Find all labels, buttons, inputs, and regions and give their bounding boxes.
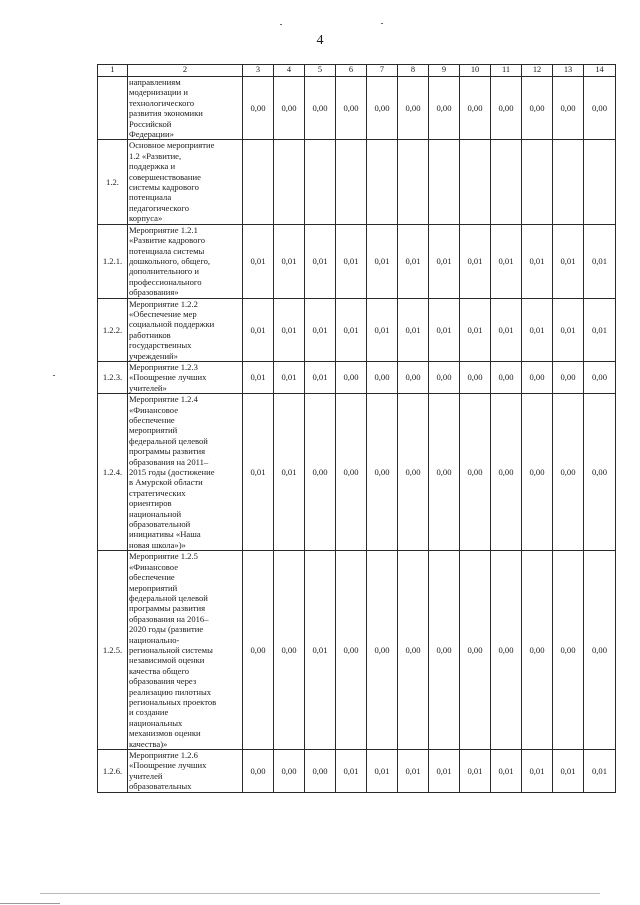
header-cell: 6 <box>336 65 367 77</box>
value-cell: 0,01 <box>460 750 491 793</box>
row-name-line: профессионального <box>129 276 202 287</box>
row-name-line: обеспечение <box>129 572 175 583</box>
value-cell: 0,00 <box>367 77 398 140</box>
value-cell: 0,01 <box>305 551 336 750</box>
header-cell: 12 <box>522 65 553 77</box>
row-name-line: Мероприятие 1.2.1 <box>129 224 198 235</box>
row-name-line: образования» <box>129 287 179 298</box>
value-cell: 0,00 <box>584 77 616 140</box>
value-cell: 0,01 <box>460 298 491 361</box>
value-cell: 0,00 <box>429 551 460 750</box>
row-name-line: социальной поддержки <box>129 319 215 330</box>
row-name-line: региональной системы <box>129 644 213 655</box>
budget-table <box>97 64 616 793</box>
value-cell: 0,00 <box>553 361 584 393</box>
row-name-cell <box>128 140 243 224</box>
row-number-cell <box>98 77 128 140</box>
table-row <box>98 77 616 140</box>
row-name-line: образования на 2011– <box>129 456 209 467</box>
value-cell: 0,00 <box>491 394 522 551</box>
row-name-line: Федерации» <box>129 129 174 140</box>
row-name-line: программы развития <box>129 446 206 457</box>
row-name-cell <box>128 361 243 393</box>
value-cell: 0,01 <box>336 750 367 793</box>
value-cell: 0,01 <box>584 298 616 361</box>
value-cell: 0,00 <box>491 551 522 750</box>
header-cell: 2 <box>128 65 243 77</box>
value-cell: 0,01 <box>584 224 616 298</box>
value-cell: 0,00 <box>274 77 305 140</box>
value-cell <box>367 140 398 224</box>
value-cell <box>305 140 336 224</box>
value-cell: 0,01 <box>553 224 584 298</box>
value-cell: 0,00 <box>522 361 553 393</box>
value-cell: 0,00 <box>243 750 274 793</box>
value-cell: 0,01 <box>243 298 274 361</box>
row-name-line: учителей <box>129 770 163 781</box>
value-cell: 0,01 <box>491 298 522 361</box>
row-name-line: «Развитие кадрового <box>129 235 205 246</box>
value-cell: 0,00 <box>460 551 491 750</box>
value-cell: 0,00 <box>429 394 460 551</box>
value-cell: 0,00 <box>398 77 429 140</box>
table-row <box>98 551 616 750</box>
value-cell: 0,00 <box>429 77 460 140</box>
row-name-line: программы развития <box>129 603 206 614</box>
row-name-line: качества общего <box>129 665 190 676</box>
value-cell <box>460 140 491 224</box>
value-cell: 0,01 <box>336 298 367 361</box>
row-name-line: «Поощрение лучших <box>129 760 207 771</box>
value-cell: 0,01 <box>398 298 429 361</box>
row-name-line: учителей» <box>129 382 167 393</box>
row-name-line: в Амурской области <box>129 477 203 488</box>
table-row <box>98 298 616 361</box>
row-name-line: региональных проектов <box>129 696 217 707</box>
row-name-line: «Поощрение лучших <box>129 372 207 383</box>
row-name-cell <box>128 394 243 551</box>
row-number-cell: 1.2.5. <box>98 551 128 750</box>
table-row <box>98 750 616 793</box>
value-cell: 0,00 <box>584 361 616 393</box>
row-name-cell <box>128 224 243 298</box>
value-cell: 0,01 <box>584 750 616 793</box>
value-cell: 0,00 <box>429 361 460 393</box>
value-cell <box>336 140 367 224</box>
scan-speck <box>53 375 55 376</box>
row-name-line: национальных <box>129 717 183 728</box>
row-name-line: Мероприятие 1.2.3 <box>129 361 198 372</box>
value-cell: 0,00 <box>274 551 305 750</box>
row-name-line: государственных <box>129 340 192 351</box>
row-name-line: «Финансовое <box>129 404 179 415</box>
value-cell: 0,00 <box>367 394 398 551</box>
row-number-cell: 1.2.4. <box>98 394 128 551</box>
value-cell: 0,00 <box>584 394 616 551</box>
value-cell: 0,00 <box>553 394 584 551</box>
value-cell <box>274 140 305 224</box>
value-cell: 0,01 <box>274 394 305 551</box>
row-name-line: федеральной целевой <box>129 435 208 446</box>
row-name-line: новая школа»)» <box>129 539 186 550</box>
row-number-cell: 1.2.2. <box>98 298 128 361</box>
value-cell: 0,01 <box>553 298 584 361</box>
row-name-line: корпуса» <box>129 213 163 224</box>
scan-edge-mark <box>0 903 60 904</box>
value-cell: 0,01 <box>429 750 460 793</box>
value-cell: 0,00 <box>243 77 274 140</box>
row-name-line: дополнительного и <box>129 266 199 277</box>
row-name-line: федеральной целевой <box>129 592 208 603</box>
value-cell: 0,00 <box>491 77 522 140</box>
value-cell: 0,01 <box>336 224 367 298</box>
value-cell: 0,00 <box>336 361 367 393</box>
row-name-line: и создание <box>129 707 169 718</box>
value-cell: 0,01 <box>274 298 305 361</box>
row-name-line: независимой оценки <box>129 655 205 666</box>
row-name-cell <box>128 551 243 750</box>
value-cell: 0,00 <box>243 551 274 750</box>
value-cell <box>243 140 274 224</box>
row-name-line: инициативы «Наша <box>129 529 201 540</box>
row-name-line: системы кадрового <box>129 182 199 193</box>
row-name-line: национальной <box>129 508 182 519</box>
page-number: 4 <box>316 33 324 48</box>
table-row <box>98 394 616 551</box>
row-name-line: Мероприятие 1.2.5 <box>129 551 198 562</box>
value-cell: 0,00 <box>336 77 367 140</box>
value-cell: 0,00 <box>553 77 584 140</box>
value-cell: 0,00 <box>398 394 429 551</box>
value-cell: 0,01 <box>429 224 460 298</box>
header-cell: 7 <box>367 65 398 77</box>
row-name-line: стратегических <box>129 487 186 498</box>
value-cell <box>398 140 429 224</box>
value-cell: 0,00 <box>460 394 491 551</box>
row-name-cell <box>128 77 243 140</box>
value-cell: 0,01 <box>429 298 460 361</box>
value-cell: 0,00 <box>553 551 584 750</box>
row-name-line: механизмов оценки <box>129 728 201 739</box>
row-name-line: направлениям <box>129 77 181 87</box>
header-cell: 5 <box>305 65 336 77</box>
value-cell: 0,00 <box>367 361 398 393</box>
value-cell: 0,01 <box>522 750 553 793</box>
header-cell: 10 <box>460 65 491 77</box>
value-cell: 0,00 <box>336 551 367 750</box>
row-name-line: развития экономики <box>129 108 203 119</box>
row-name-line: учреждений» <box>129 350 178 361</box>
value-cell <box>522 140 553 224</box>
table-row <box>98 361 616 393</box>
value-cell: 0,00 <box>305 750 336 793</box>
row-number-cell: 1.2.6. <box>98 750 128 793</box>
row-name-line: 2020 годы (развитие <box>129 624 204 635</box>
header-cell: 13 <box>553 65 584 77</box>
value-cell: 0,01 <box>274 224 305 298</box>
value-cell: 0,01 <box>367 224 398 298</box>
row-name-line: модернизации и <box>129 87 188 98</box>
row-name-line: совершенствование <box>129 171 201 182</box>
value-cell: 0,00 <box>460 77 491 140</box>
header-cell: 9 <box>429 65 460 77</box>
row-name-line: мероприятий <box>129 425 178 436</box>
value-cell: 0,00 <box>274 750 305 793</box>
value-cell: 0,01 <box>243 224 274 298</box>
value-cell: 0,00 <box>398 551 429 750</box>
row-name-line: потенциала <box>129 192 172 203</box>
value-cell <box>429 140 460 224</box>
value-cell: 0,01 <box>491 750 522 793</box>
row-number-cell: 1.2.3. <box>98 361 128 393</box>
value-cell: 0,00 <box>305 77 336 140</box>
scan-bottom-edge <box>40 893 600 894</box>
value-cell: 0,01 <box>305 361 336 393</box>
value-cell: 0,01 <box>305 224 336 298</box>
row-name-line: образования на 2016– <box>129 613 209 624</box>
row-name-line: качества)» <box>129 738 168 749</box>
value-cell: 0,00 <box>584 551 616 750</box>
header-cell: 8 <box>398 65 429 77</box>
value-cell: 0,01 <box>367 298 398 361</box>
row-name-line: образовательной <box>129 519 191 530</box>
value-cell: 0,01 <box>243 394 274 551</box>
row-number-cell: 1.2.1. <box>98 224 128 298</box>
row-name-line: образования через <box>129 676 197 687</box>
value-cell: 0,01 <box>398 224 429 298</box>
row-name-line: Основное мероприятие <box>129 140 215 151</box>
row-name-line: поддержка и <box>129 161 176 172</box>
value-cell: 0,01 <box>522 224 553 298</box>
header-row <box>98 65 616 77</box>
row-name-line: «Обеспечение мер <box>129 308 197 319</box>
row-number-cell: 1.2. <box>98 140 128 224</box>
row-name-line: ориентиров <box>129 498 172 509</box>
value-cell <box>553 140 584 224</box>
value-cell: 0,01 <box>367 750 398 793</box>
value-cell: 0,00 <box>398 361 429 393</box>
scan-speck <box>381 23 383 24</box>
value-cell: 0,00 <box>336 394 367 551</box>
row-name-line: обеспечение <box>129 415 175 425</box>
row-name-cell <box>128 750 243 793</box>
value-cell: 0,00 <box>522 551 553 750</box>
header-cell: 4 <box>274 65 305 77</box>
table-row <box>98 224 616 298</box>
row-name-line: 2015 годы (достижение <box>129 467 215 478</box>
row-name-line: технологического <box>129 97 195 108</box>
row-name-line: образовательных <box>129 781 192 792</box>
row-name-cell <box>128 298 243 361</box>
value-cell: 0,01 <box>553 750 584 793</box>
row-name-line: мероприятий <box>129 582 178 593</box>
row-name-line: национально- <box>129 634 180 645</box>
value-cell: 0,00 <box>367 551 398 750</box>
row-name-line: Мероприятие 1.2.6 <box>129 750 198 760</box>
header-cell: 14 <box>584 65 616 77</box>
row-name-line: 1.2 «Развитие, <box>129 150 182 161</box>
value-cell: 0,01 <box>274 361 305 393</box>
value-cell: 0,01 <box>243 361 274 393</box>
value-cell: 0,00 <box>305 394 336 551</box>
value-cell: 0,01 <box>460 224 491 298</box>
value-cell <box>584 140 616 224</box>
value-cell: 0,00 <box>522 77 553 140</box>
scan-speck <box>280 24 282 25</box>
row-name-line: «Финансовое <box>129 561 179 572</box>
value-cell: 0,00 <box>460 361 491 393</box>
row-name-line: педагогического <box>129 202 190 213</box>
row-name-line: Мероприятие 1.2.2 <box>129 298 198 309</box>
row-name-line: реализацию пилотных <box>129 686 212 697</box>
value-cell: 0,01 <box>522 298 553 361</box>
row-name-line: Российской <box>129 118 172 129</box>
header-cell: 3 <box>243 65 274 77</box>
row-name-line: дошкольного, общего, <box>129 255 211 266</box>
value-cell: 0,01 <box>491 224 522 298</box>
row-name-line: Мероприятие 1.2.4 <box>129 394 198 405</box>
header-cell: 11 <box>491 65 522 77</box>
table-row <box>98 140 616 224</box>
value-cell <box>491 140 522 224</box>
value-cell: 0,01 <box>305 298 336 361</box>
header-cell: 1 <box>98 65 128 77</box>
value-cell: 0,00 <box>491 361 522 393</box>
row-name-line: работников <box>129 329 171 340</box>
row-name-line: потенциала системы <box>129 245 205 256</box>
value-cell: 0,00 <box>522 394 553 551</box>
value-cell: 0,01 <box>398 750 429 793</box>
